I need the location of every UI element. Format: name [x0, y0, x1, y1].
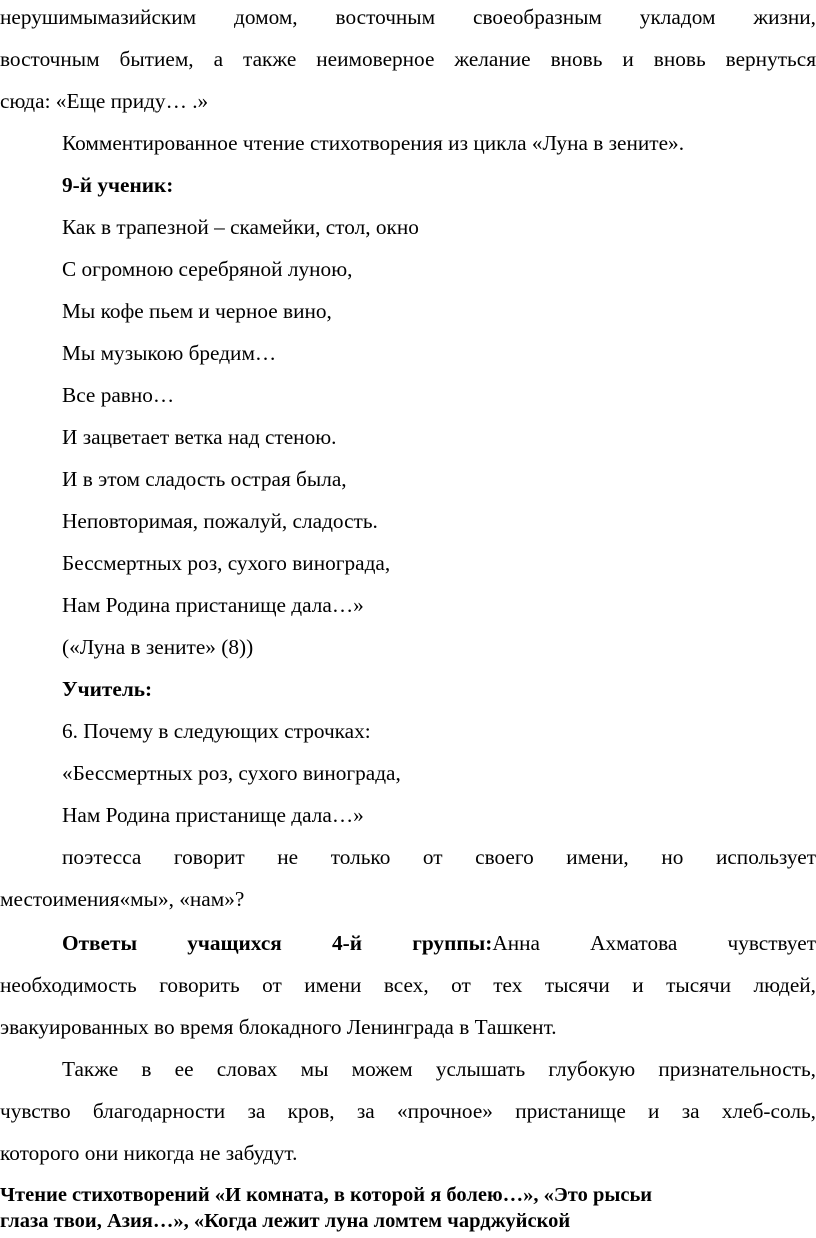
- intro-line-1: нерушимымазийским домом, восточным своеобразным укладом жизни,: [0, 5, 816, 29]
- poem-source: («Луна в зените» (8)): [62, 635, 254, 659]
- teacher-question-line-1: поэтесса говорит не только от своего имени, но использует: [62, 845, 816, 869]
- student-9-label: 9-й ученик:: [62, 173, 174, 197]
- poem-line: Нам Родина пристанище дала…»: [62, 593, 364, 617]
- poem-line: Мы кофе пьем и черное вино,: [62, 299, 332, 323]
- poem-line: Как в трапезной – скамейки, стол, окно: [62, 215, 419, 239]
- answers-label: Ответы учащихся 4-й группы:: [62, 931, 493, 955]
- answers-paragraph-2-line-2: чувство благодарности за кров, за «прочное» пристанище и за хлеб-соль,: [0, 1099, 816, 1123]
- teacher-question-line-2: местоимения«мы», «нам»?: [0, 887, 245, 911]
- teacher-quote-line-1: «Бессмертных роз, сухого винограда,: [62, 761, 401, 785]
- commented-reading-text: Комментированное чтение стихотворения из цикла «Луна в зените».: [62, 131, 685, 155]
- poem-line: Все равно…: [62, 383, 175, 407]
- answers-line-3: эвакуированных во время блокадного Ленинграда в Ташкент.: [0, 1015, 557, 1039]
- intro-line-2: восточным бытием, а также неимоверное желание вновь и вновь вернуться: [0, 47, 816, 71]
- intro-line-3: сюда: «Еще приду… .»: [0, 89, 209, 113]
- poem-line: Неповторимая, пожалуй, сладость.: [62, 509, 378, 533]
- answers-paragraph-2-line-1: Также в ее словах мы можем услышать глубокую признательность,: [62, 1057, 816, 1081]
- poem-line: Мы музыкою бредим…: [62, 341, 277, 365]
- teacher-label: Учитель:: [62, 677, 153, 701]
- answers-line-1: Ответы учащихся 4-й группы:Анна Ахматова чувствует: [62, 931, 816, 955]
- poem-line: И зацветает ветка над стеною.: [62, 425, 337, 449]
- teacher-question: 6. Почему в следующих строчках:: [62, 719, 371, 743]
- poem-line: И в этом сладость острая была,: [62, 467, 347, 491]
- answers-paragraph-2-line-3: которого они никогда не забудут.: [0, 1141, 298, 1165]
- poem-line: С огромною серебряной луною,: [62, 257, 353, 281]
- poem-line: Бессмертных роз, сухого винограда,: [62, 551, 391, 575]
- reading-heading-line-1: Чтение стихотворений «И комната, в которой я болею…», «Это рысьи: [0, 1184, 653, 1206]
- teacher-quote-line-2: Нам Родина пристанище дала…»: [62, 803, 364, 827]
- reading-heading-line-2: глаза твои, Азия…», «Когда лежит луна ломтем чарджуйской: [0, 1210, 571, 1232]
- answers-line-2: необходимость говорить от имени всех, от тех тысячи и тысячи людей,: [0, 973, 816, 997]
